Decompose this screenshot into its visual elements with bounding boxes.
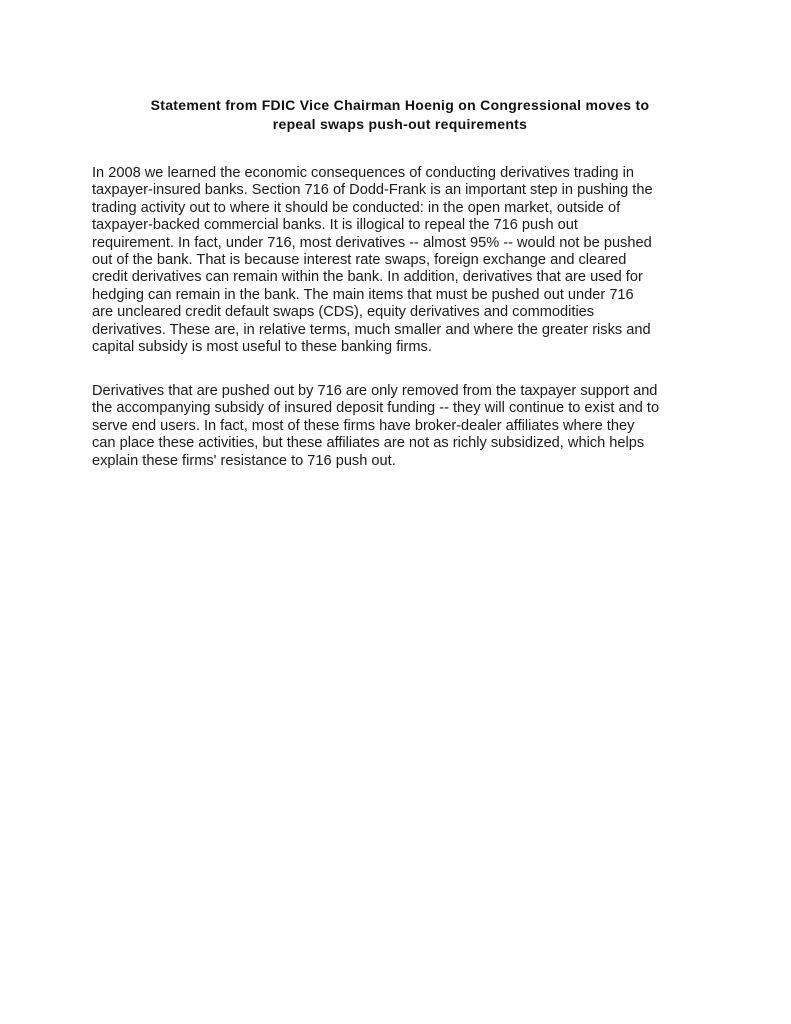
text-line: derivatives. These are, in relative terms, much smaller and where the greater risks and <box>92 321 651 338</box>
text-line: taxpayer-insured banks. Section 716 of Dodd-Frank is an important step in pushing the <box>92 182 653 199</box>
text-line: credit derivatives can remain within the bank. In addition, derivatives that are used for <box>92 269 643 286</box>
text-line: In 2008 we learned the economic consequences of conducting derivatives trading in <box>92 165 634 181</box>
paragraph-push-out <box>92 383 712 470</box>
title-line: repeal swaps push-out requirements <box>272 116 528 132</box>
text-line: the accompanying subsidy of insured deposit funding -- they will continue to exist and to <box>92 400 660 417</box>
text-line: requirement. In fact, under 716, most derivatives -- almost 95% -- would not be pushed <box>92 234 652 251</box>
title-line: Statement from FDIC Vice Chairman Hoenig on Congressional moves to <box>150 97 650 113</box>
text-line: out of the bank. That is because interest rate swaps, foreign exchange and cleared <box>92 252 627 269</box>
text-line: taxpayer-backed commercial banks. It is illogical to repeal the 716 push out <box>92 217 578 234</box>
paragraph-section-716 <box>92 165 712 356</box>
text-line: hedging can remain in the bank. The main items that must be pushed out under 716 <box>92 286 634 303</box>
text-line: capital subsidy is most useful to these banking firms. <box>92 339 432 356</box>
text-line: can place these activities, but these affiliates are not as richly subsidized, which helps <box>92 435 645 452</box>
text-line: serve end users. In fact, most of these firms have broker-dealer affiliates where they <box>92 417 635 434</box>
text-line: Derivatives that are pushed out by 716 are only removed from the taxpayer support and <box>92 383 658 399</box>
text-line: are uncleared credit default swaps (CDS), equity derivatives and commodities <box>92 304 595 321</box>
statement-title <box>80 96 720 134</box>
text-line: explain these firms' resistance to 716 push out. <box>92 452 396 469</box>
text-line: trading activity out to where it should be conducted: in the open market, outside of <box>92 199 621 216</box>
